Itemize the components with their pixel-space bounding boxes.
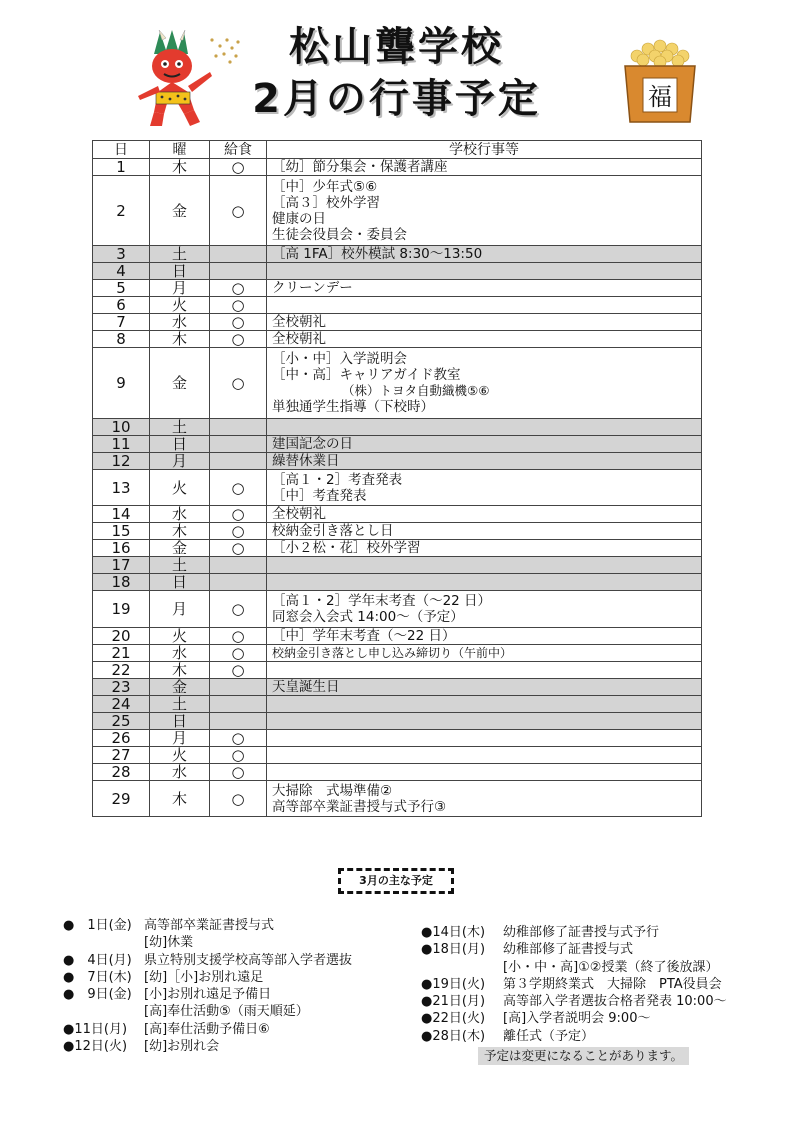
- cell-weekday: 水: [150, 506, 210, 523]
- table-row: [93, 470, 702, 506]
- cell-day: 28: [93, 764, 150, 781]
- cell-events: [267, 747, 702, 764]
- cell-lunch: ○: [210, 280, 267, 297]
- table-row: [93, 591, 702, 628]
- cell-weekday: 日: [150, 574, 210, 591]
- event-line: [272, 696, 701, 712]
- event-line: ［小・中］入学説明会: [272, 351, 407, 367]
- cell-lunch: ○: [210, 781, 267, 817]
- cell-day: 5: [93, 280, 150, 297]
- cell-lunch: ○: [210, 645, 267, 662]
- schedule-body: [93, 159, 702, 817]
- event-line: ［中・高］キャリアガイド教室: [272, 367, 461, 383]
- event-line: 単独通学生指導（下校時）: [272, 399, 434, 415]
- event-line: [272, 557, 701, 573]
- cell-day: 2: [93, 176, 150, 246]
- cell-day: 12: [93, 453, 150, 470]
- event-text: [高]奉仕活動⑤（雨天順延）: [144, 1004, 309, 1020]
- cell-events: [267, 331, 702, 348]
- red-oni-illustration: [132, 26, 244, 132]
- table-row: [93, 159, 702, 176]
- event-line: [272, 730, 701, 746]
- cell-events: [267, 557, 702, 574]
- list-item: [63, 986, 413, 1003]
- cell-day: 14: [93, 506, 150, 523]
- cell-day: 25: [93, 713, 150, 730]
- cell-weekday: 月: [150, 730, 210, 747]
- event-line: [272, 574, 701, 590]
- event-line: 健康の日: [272, 210, 326, 227]
- event-text: [幼]休業: [144, 935, 194, 951]
- list-item: [63, 917, 413, 934]
- event-date: ●11日(月): [63, 1021, 128, 1037]
- header-weekday: 曜: [150, 141, 210, 159]
- cell-lunch: ○: [210, 348, 267, 419]
- cell-lunch: ○: [210, 747, 267, 764]
- event-text: 県立特別支援学校高等部入学者選抜: [144, 952, 353, 968]
- cell-lunch: [210, 436, 267, 453]
- list-item: [421, 941, 781, 958]
- cell-weekday: 火: [150, 297, 210, 314]
- event-date: ●19日(火): [421, 976, 486, 992]
- cell-lunch: [210, 696, 267, 713]
- cell-lunch: ○: [210, 628, 267, 645]
- header-day: 日: [93, 141, 150, 159]
- table-row: [93, 280, 702, 297]
- table-row: [93, 176, 702, 246]
- event-line: ［中］考査発表: [272, 487, 367, 504]
- cell-lunch: ○: [210, 540, 267, 557]
- cell-events: [267, 419, 702, 436]
- event-date: ●22日(火): [421, 1011, 486, 1027]
- event-text: 幼稚部修了証書授与式予行: [503, 925, 660, 940]
- event-line: 全校朝礼: [272, 314, 326, 330]
- cell-weekday: 土: [150, 557, 210, 574]
- cell-day: 9: [93, 348, 150, 419]
- cell-events: [267, 159, 702, 176]
- cell-lunch: [210, 453, 267, 470]
- table-row: [93, 436, 702, 453]
- cell-lunch: [210, 574, 267, 591]
- cell-events: [267, 314, 702, 331]
- event-date: ●21日(月): [421, 994, 486, 1010]
- list-item: [421, 959, 781, 976]
- cell-lunch: ○: [210, 470, 267, 506]
- cell-events: [267, 176, 702, 246]
- list-item: [63, 1038, 413, 1055]
- event-date: ● 9日(金): [63, 987, 132, 1003]
- cell-events: [267, 679, 702, 696]
- event-text: 第３学期終業式 大掃除 PTA役員会: [503, 976, 722, 992]
- list-item: [63, 969, 413, 986]
- table-row: [93, 331, 702, 348]
- cell-day: 1: [93, 159, 150, 176]
- table-row: [93, 679, 702, 696]
- cell-lunch: ○: [210, 506, 267, 523]
- event-line: ［高３］校外学習: [272, 194, 380, 211]
- cell-day: 22: [93, 662, 150, 679]
- table-row: [93, 645, 702, 662]
- event-line: 高等部卒業証書授与式予行③: [272, 798, 447, 815]
- cell-events: [267, 781, 702, 817]
- event-line: [272, 263, 701, 279]
- page-subtitle: 2月の行事予定: [252, 76, 541, 122]
- event-line: ［高１・2］考査発表: [272, 471, 403, 488]
- cell-lunch: ○: [210, 176, 267, 246]
- event-line: [272, 713, 701, 729]
- cell-lunch: ○: [210, 523, 267, 540]
- cell-weekday: 日: [150, 713, 210, 730]
- cell-lunch: ○: [210, 297, 267, 314]
- cell-day: 16: [93, 540, 150, 557]
- table-row: [93, 764, 702, 781]
- table-row: [93, 730, 702, 747]
- event-date: ● 7日(木): [63, 969, 132, 985]
- cell-weekday: 木: [150, 781, 210, 817]
- cell-weekday: 木: [150, 331, 210, 348]
- event-line: 生徒会役員会・委員会: [272, 226, 407, 243]
- cell-events: [267, 591, 702, 628]
- cell-events: [267, 696, 702, 713]
- cell-events: [267, 523, 702, 540]
- cell-weekday: 水: [150, 314, 210, 331]
- event-text: 離任式（予定）: [503, 1028, 595, 1044]
- cell-weekday: 月: [150, 591, 210, 628]
- event-text: 高等部卒業証書授与式: [144, 918, 275, 933]
- event-date: ●14日(木): [421, 925, 486, 940]
- table-header-row: [93, 141, 702, 159]
- cell-day: 18: [93, 574, 150, 591]
- cell-lunch: ○: [210, 662, 267, 679]
- cell-day: 29: [93, 781, 150, 817]
- event-text: [高]奉仕活動予備日⑥: [144, 1021, 270, 1037]
- cell-events: [267, 540, 702, 557]
- cell-weekday: 金: [150, 176, 210, 246]
- cell-weekday: 木: [150, 159, 210, 176]
- cell-events: [267, 574, 702, 591]
- event-line: 全校朝礼: [272, 506, 326, 522]
- cell-weekday: 月: [150, 453, 210, 470]
- cell-events: [267, 645, 702, 662]
- cell-day: 3: [93, 246, 150, 263]
- march-section-title: 3月の主な予定: [338, 868, 454, 894]
- table-row: [93, 263, 702, 280]
- page-title: 松山聾学校: [289, 24, 504, 70]
- list-item: [421, 1028, 781, 1045]
- cell-events: [267, 662, 702, 679]
- cell-day: 27: [93, 747, 150, 764]
- event-line: ［小２松・花］校外学習: [272, 540, 421, 556]
- cell-day: 13: [93, 470, 150, 506]
- cell-lunch: ○: [210, 314, 267, 331]
- event-text: [高]入学者説明会 9:00～: [503, 1011, 651, 1027]
- cell-day: 24: [93, 696, 150, 713]
- cell-day: 20: [93, 628, 150, 645]
- table-row: [93, 662, 702, 679]
- header-lunch: 給食: [210, 141, 267, 159]
- cell-events: [267, 730, 702, 747]
- cell-weekday: 木: [150, 523, 210, 540]
- event-text: [幼]［小]お別れ遠足: [144, 969, 264, 985]
- event-line: 天皇誕生日: [272, 679, 340, 695]
- list-item: [421, 924, 781, 941]
- table-row: [93, 781, 702, 817]
- event-line: 校納金引き落とし申し込み締切り（午前中）: [272, 646, 513, 660]
- list-item: [63, 1003, 413, 1020]
- cell-weekday: 金: [150, 540, 210, 557]
- cell-weekday: 水: [150, 645, 210, 662]
- event-text: [幼]お別れ会: [144, 1039, 220, 1055]
- cell-lunch: [210, 713, 267, 730]
- cell-events: [267, 297, 702, 314]
- cell-weekday: 月: [150, 280, 210, 297]
- fuku-label: 福: [648, 83, 672, 111]
- event-date: ● 1日(金): [63, 918, 132, 933]
- march-events-left: [63, 917, 413, 1055]
- list-item: [421, 993, 781, 1010]
- table-row: [93, 246, 702, 263]
- list-item: [421, 1010, 781, 1027]
- event-line: [272, 297, 701, 313]
- cell-events: [267, 628, 702, 645]
- event-line: 大掃除 式場準備②: [272, 782, 393, 799]
- cell-events: [267, 436, 702, 453]
- cell-weekday: 金: [150, 348, 210, 419]
- event-line: ［高 1FA］校外模試 8:30～13:50: [272, 246, 483, 262]
- cell-weekday: 火: [150, 747, 210, 764]
- cell-lunch: [210, 263, 267, 280]
- event-line: 建国記念の日: [272, 436, 353, 452]
- cell-day: 11: [93, 436, 150, 453]
- event-text: [小]お別れ遠足予備日: [144, 987, 272, 1003]
- cell-lunch: ○: [210, 331, 267, 348]
- cell-lunch: [210, 557, 267, 574]
- table-row: [93, 453, 702, 470]
- fuku-bean-box-illustration: [615, 34, 705, 126]
- cell-day: 6: [93, 297, 150, 314]
- cell-day: 10: [93, 419, 150, 436]
- table-row: [93, 574, 702, 591]
- list-item: [63, 952, 413, 969]
- event-line: [272, 764, 701, 780]
- table-row: [93, 628, 702, 645]
- cell-lunch: ○: [210, 764, 267, 781]
- event-line: [272, 747, 701, 763]
- event-line: [272, 419, 701, 435]
- cell-day: 17: [93, 557, 150, 574]
- cell-weekday: 土: [150, 419, 210, 436]
- cell-lunch: ○: [210, 159, 267, 176]
- cell-lunch: ○: [210, 730, 267, 747]
- cell-day: 4: [93, 263, 150, 280]
- table-row: [93, 713, 702, 730]
- cell-events: [267, 348, 702, 419]
- table-row: [93, 523, 702, 540]
- cell-events: [267, 453, 702, 470]
- event-line: クリーンデー: [272, 280, 353, 296]
- event-text: 幼稚部修了証書授与式: [503, 942, 634, 958]
- cell-weekday: 日: [150, 263, 210, 280]
- cell-events: [267, 280, 702, 297]
- event-line: ［幼］節分集会・保護者講座: [272, 159, 448, 175]
- event-line: ［中］学年末考査（～22 日）: [272, 628, 456, 644]
- cell-day: 15: [93, 523, 150, 540]
- event-date: ● 4日(月): [63, 952, 132, 968]
- event-date: ●28日(木): [421, 1028, 486, 1044]
- cell-events: [267, 470, 702, 506]
- event-text: [小・中・高]①②授業（終了後放課）: [503, 959, 719, 975]
- cell-weekday: 土: [150, 696, 210, 713]
- table-row: [93, 557, 702, 574]
- cell-weekday: 木: [150, 662, 210, 679]
- cell-weekday: 水: [150, 764, 210, 781]
- cell-lunch: [210, 246, 267, 263]
- event-line: ［中］少年式⑤⑥: [272, 178, 378, 195]
- cell-day: 19: [93, 591, 150, 628]
- cell-day: 23: [93, 679, 150, 696]
- cell-events: [267, 506, 702, 523]
- cell-events: [267, 713, 702, 730]
- schedule-table: [92, 140, 702, 817]
- event-date: ●18日(月): [421, 942, 486, 958]
- table-row: [93, 696, 702, 713]
- list-item: [63, 1021, 413, 1038]
- cell-events: [267, 263, 702, 280]
- event-line: 繰替休業日: [272, 453, 340, 469]
- table-row: [93, 540, 702, 557]
- cell-day: 26: [93, 730, 150, 747]
- table-row: [93, 348, 702, 419]
- table-row: [93, 419, 702, 436]
- march-events-right: [421, 924, 781, 1045]
- table-row: [93, 747, 702, 764]
- cell-weekday: 火: [150, 628, 210, 645]
- event-date: ●12日(火): [63, 1039, 128, 1055]
- header-events: 学校行事等: [267, 141, 702, 159]
- cell-weekday: 火: [150, 470, 210, 506]
- cell-day: 8: [93, 331, 150, 348]
- cell-weekday: 金: [150, 679, 210, 696]
- event-line: ［高１・2］学年末考査（～22 日）: [272, 593, 492, 609]
- cell-lunch: ○: [210, 591, 267, 628]
- cell-events: [267, 764, 702, 781]
- cell-day: 21: [93, 645, 150, 662]
- change-notice: 予定は変更になることがあります。: [478, 1047, 689, 1065]
- cell-lunch: [210, 419, 267, 436]
- cell-weekday: 土: [150, 246, 210, 263]
- event-line: 同窓会入会式 14:00～（予定）: [272, 609, 464, 625]
- table-row: [93, 297, 702, 314]
- event-line: [272, 662, 701, 678]
- cell-events: [267, 246, 702, 263]
- table-row: [93, 314, 702, 331]
- cell-day: 7: [93, 314, 150, 331]
- event-line: 全校朝礼: [272, 331, 326, 347]
- event-line: （株）トヨタ自動織機⑤⑥: [342, 383, 490, 398]
- table-row: [93, 506, 702, 523]
- event-text: 高等部入学者選抜合格者発表 10:00～: [503, 994, 727, 1010]
- list-item: [63, 934, 413, 951]
- cell-weekday: 日: [150, 436, 210, 453]
- event-line: 校納金引き落とし日: [272, 523, 394, 539]
- cell-lunch: [210, 679, 267, 696]
- list-item: [421, 976, 781, 993]
